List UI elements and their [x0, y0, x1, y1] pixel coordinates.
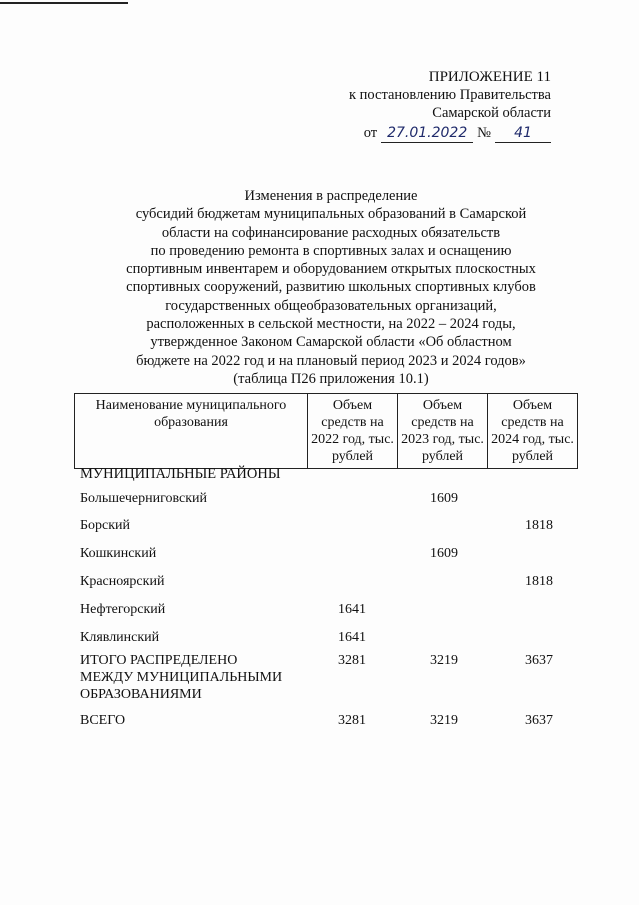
table-row	[80, 629, 580, 649]
grand-total-2022: 3281	[338, 713, 366, 728]
total-distributed-row	[80, 652, 580, 712]
heading-line: субсидий бюджетам муниципальных образований в Самарской	[135, 206, 527, 223]
grand-total-label: ВСЕГО	[80, 713, 126, 728]
row-name: Борский	[80, 518, 131, 533]
heading-line: по проведению ремонта в спортивных залах и оснащению	[150, 242, 512, 259]
table-row	[80, 573, 580, 593]
heading-line: расположенных в сельской местности, на 2022 – 2024 годы,	[146, 316, 516, 333]
handwritten-date: 27.01.2022	[381, 124, 473, 143]
subsidy-table-header	[74, 393, 578, 469]
annex-title: ПРИЛОЖЕНИЕ 11	[428, 69, 551, 85]
heading-line: спортивных сооружений, развитию школьных спортивных клубов	[126, 279, 536, 296]
total-distributed-2022: 3281	[338, 653, 366, 668]
annex-date-line	[301, 124, 551, 143]
section-title: МУНИЦИПАЛЬНЫЕ РАЙОНЫ	[80, 466, 281, 482]
number-label: №	[477, 125, 491, 141]
row-value-2024: 1818	[525, 518, 553, 533]
table-row	[80, 517, 580, 537]
heading-line: области на софинансирование расходных обязательств	[161, 224, 501, 241]
table-row	[80, 545, 580, 565]
document-heading	[110, 187, 552, 388]
heading-line: спортивным инвентарем и оборудованием открытых плоскостных	[126, 261, 536, 278]
heading-line: (таблица П26 приложения 10.1)	[233, 370, 429, 387]
header-2023: Объем средств на 2023 год, тыс. рублей	[398, 394, 488, 469]
handwritten-number: 41	[495, 124, 551, 143]
heading-line: утвержденное Законом Самарской области «Об областном	[150, 334, 512, 351]
grand-total-2024: 3637	[525, 713, 553, 728]
total-label-line: ИТОГО РАСПРЕДЕЛЕНО	[80, 653, 238, 668]
top-edge-line	[0, 2, 128, 4]
row-value-2023: 1609	[430, 491, 458, 506]
header-municipality: Наименование муниципального образования	[75, 394, 308, 469]
row-name: Нефтегорский	[80, 602, 166, 617]
row-value-2024: 1818	[525, 574, 553, 589]
row-name: Большечерниговский	[80, 491, 208, 506]
total-distributed-label	[80, 652, 330, 703]
annex-block	[301, 68, 551, 143]
grand-total-2023: 3219	[430, 713, 458, 728]
header-2022: Объем средств на 2022 год, тыс. рублей	[308, 394, 398, 469]
row-value-2022: 1641	[338, 630, 366, 645]
date-from-label: от	[363, 125, 378, 141]
row-name: Клявлинский	[80, 630, 160, 645]
total-label-line: ОБРАЗОВАНИЯМИ	[80, 687, 202, 702]
row-value-2023: 1609	[430, 546, 458, 561]
table-row	[80, 601, 580, 621]
row-name: Красноярский	[80, 574, 165, 589]
annex-line-2: к постановлению Правительства	[349, 87, 551, 103]
heading-line: Изменения в распределение	[244, 188, 418, 204]
header-2024: Объем средств на 2024 год, тыс. рублей	[488, 394, 578, 469]
heading-line: бюджете на 2022 год и на плановый период 2023 и 2024 годов»	[136, 352, 526, 369]
row-name: Кошкинский	[80, 546, 157, 561]
annex-line-3: Самарской области	[432, 105, 551, 121]
grand-total-row	[80, 712, 580, 732]
total-distributed-2024: 3637	[525, 653, 553, 668]
row-value-2022: 1641	[338, 602, 366, 617]
heading-line: государственных общеобразовательных организаций,	[165, 297, 497, 314]
total-distributed-2023: 3219	[430, 653, 458, 668]
table-row	[80, 490, 580, 510]
total-label-line: МЕЖДУ МУНИЦИПАЛЬНЫМИ	[80, 670, 283, 685]
